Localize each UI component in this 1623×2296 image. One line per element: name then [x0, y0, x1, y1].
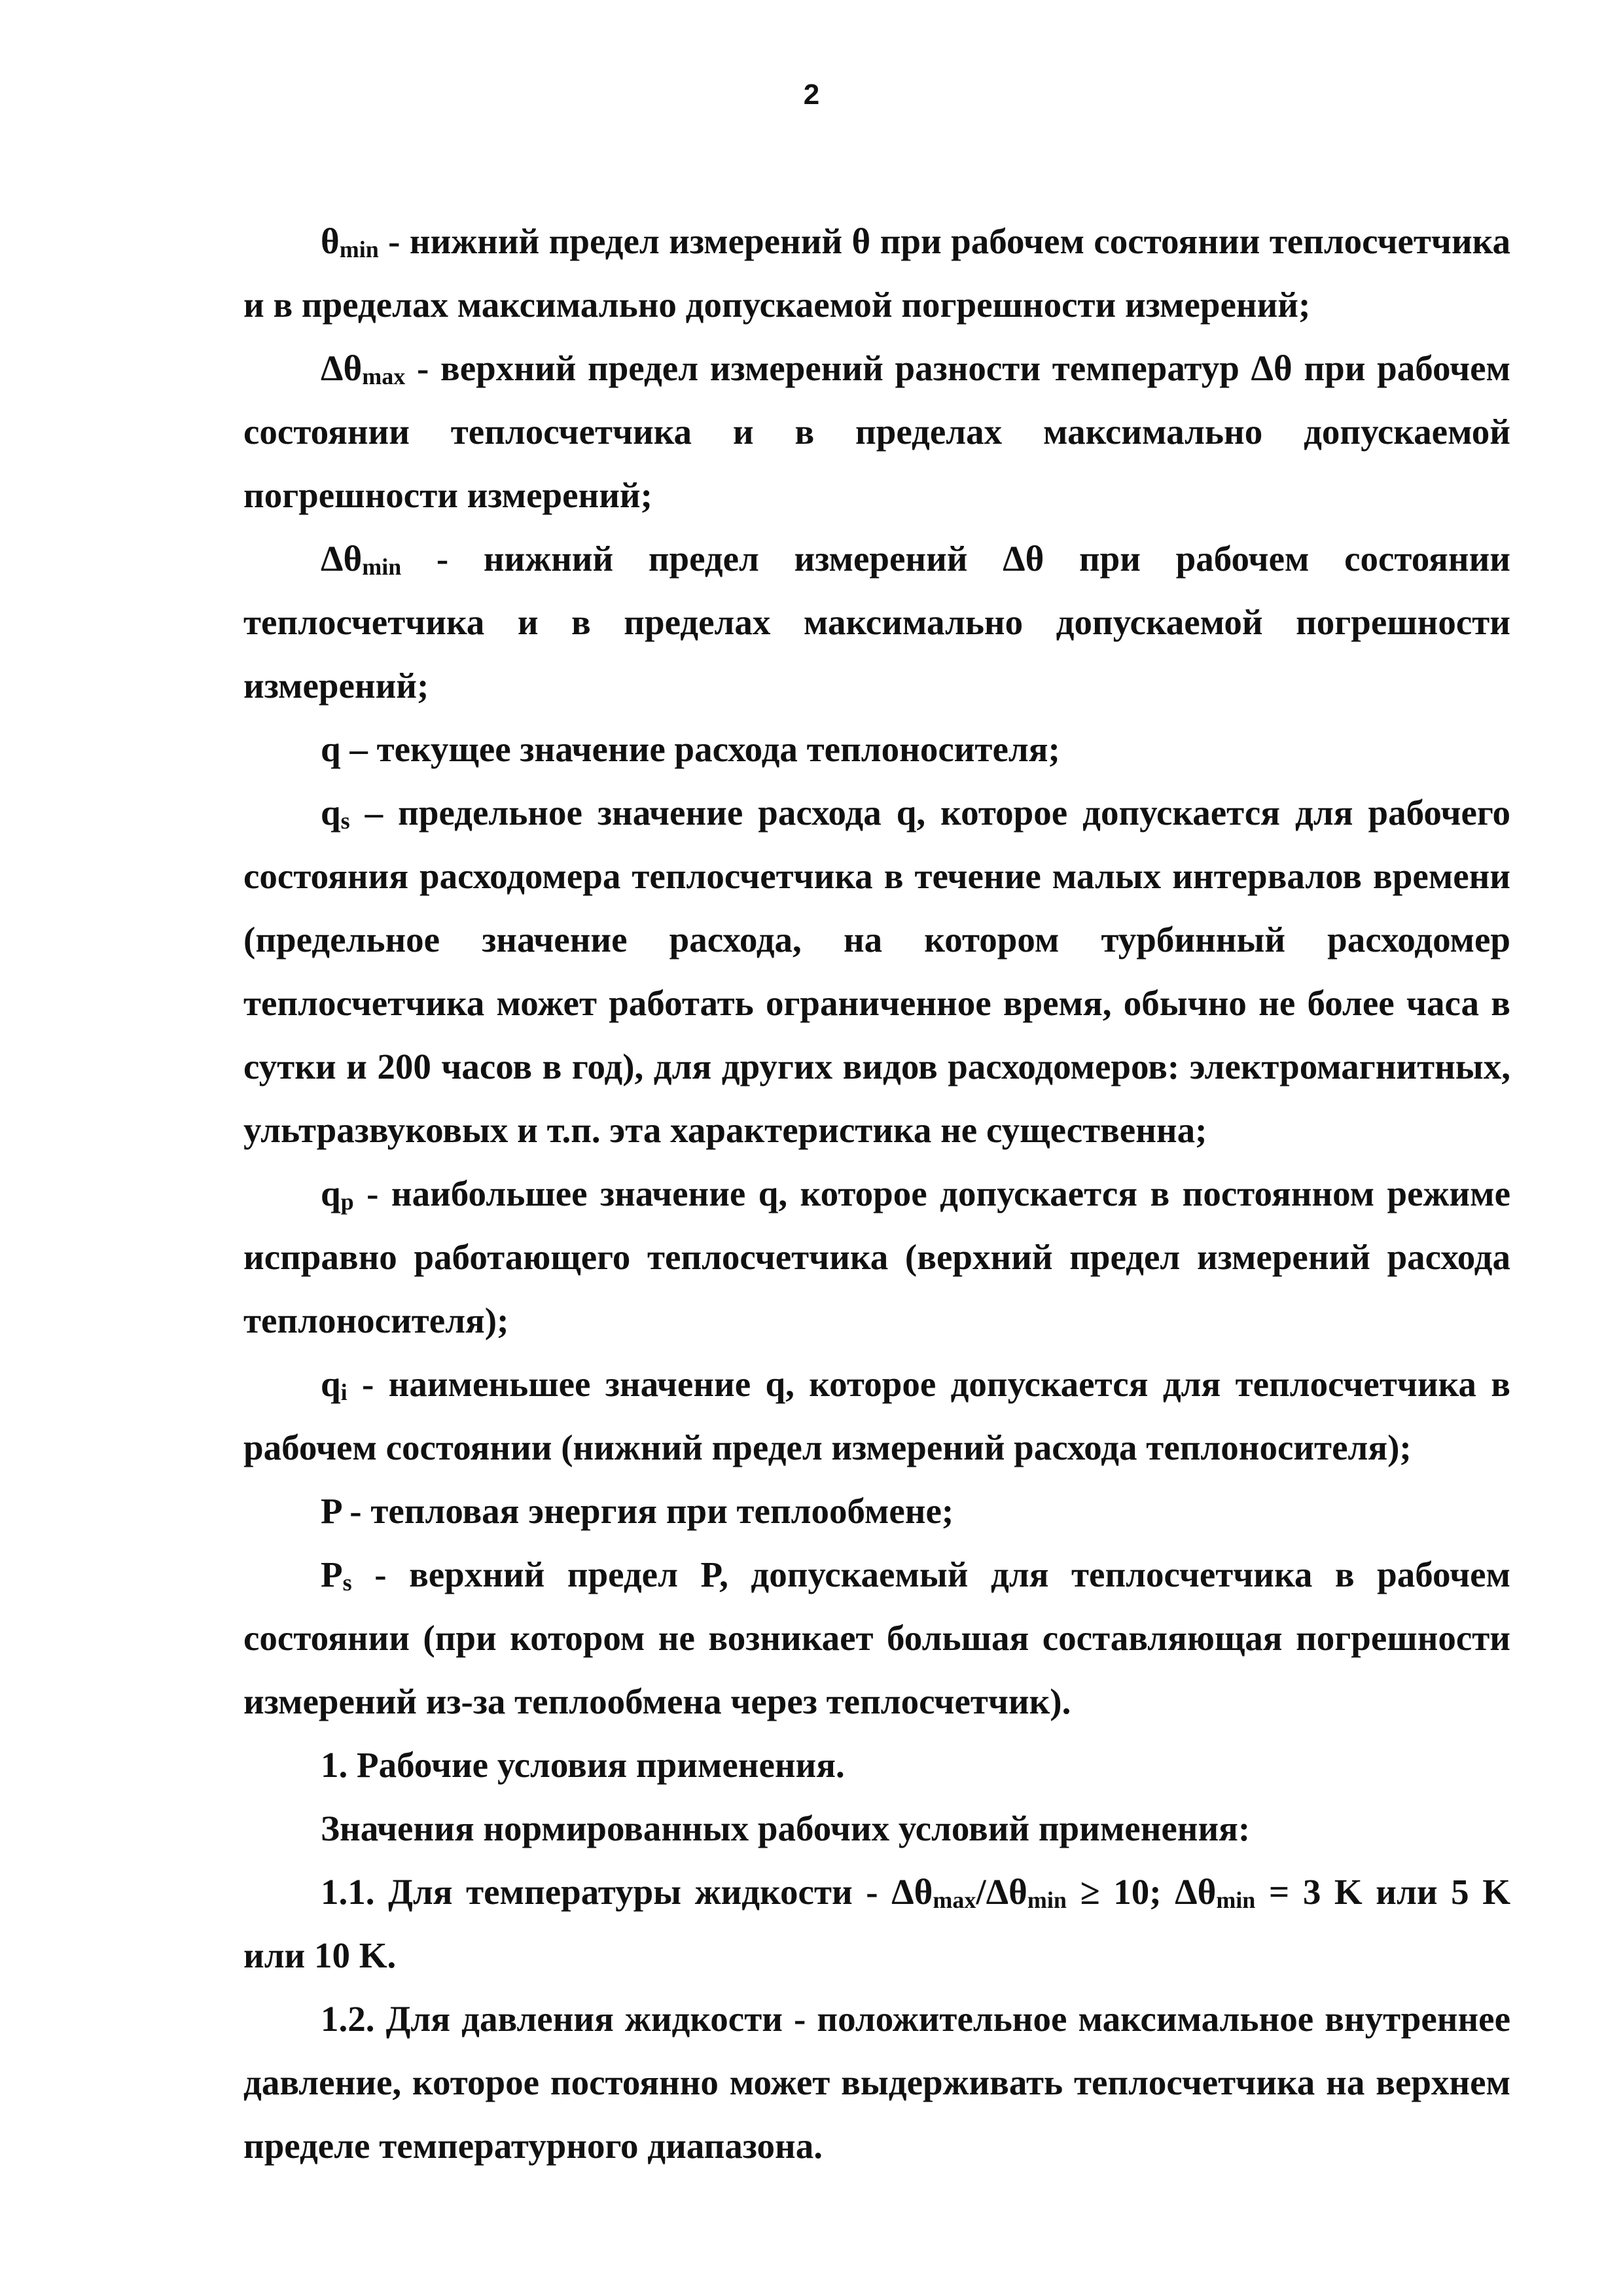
definition-qs: $q_s$ – предельное значение расхода q, которое допускается для рабочего состояния расходомера теплосчетчика в течение малых интервалов времени (предельное значение расхода, на котором турбинный расходомер теплосчетчика может работать ограниченное время, обычно не более часа в сутки и 200 часов в год), для других видов расходомеров: электромагнитных, ультразвуковых и т.п. эта характеристика не существенна; — [243, 793, 1510, 1150]
definition-theta-min: $\theta_{min}$ - нижний предел измерений θ при рабочем состоянии теплосчетчика и в пределах максимально допускаемой погрешности измерений; — [243, 221, 1510, 325]
item-1-1: 1.1. Для температуры жидкости - $\Delta\theta_{max}/\Delta\theta_{min} \ge 10$; $\Delta\theta_{min} = 3$ K или 5 K или 10 K. — [243, 1872, 1510, 1975]
section-heading: 1. Рабочие условия применения. — [321, 1745, 845, 1785]
item-1-2: 1.2. Для давления жидкости - положительное максимальное внутреннее давление, которое постоянно может выдерживать теплосчетчика на верхнем пределе температурного диапазона. — [243, 1999, 1510, 2166]
document-body — [243, 209, 1510, 2178]
definition-q: q – текущее значение расхода теплоносителя; — [321, 729, 1060, 769]
definition-qp: $q_p$ - наибольшее значение q, которое допускается в постоянном режиме исправно работающего теплосчетчика (верхний предел измерений расхода теплоносителя); — [243, 1174, 1510, 1340]
definition-delta-theta-max: $\Delta\theta_{max}$ - верхний предел измерений разности температур Δθ при рабочем состоянии теплосчетчика и в пределах максимально допускаемой погрешности измерений; — [243, 348, 1510, 515]
definition-delta-theta-min: $\Delta\theta_{min}$ - нижний предел измерений Δθ при рабочем состоянии теплосчетчика и в пределах максимально допускаемой погрешности измерений; — [243, 539, 1510, 706]
definition-qi: $q_i$ - наименьшее значение q, которое допускается для теплосчетчика в рабочем состоянии (нижний предел измерений расхода теплоносителя); — [243, 1364, 1510, 1467]
normalized-conditions-intro: Значения нормированных рабочих условий применения: — [321, 1808, 1251, 1848]
definition-ps: $P_s$ - верхний предел P, допускаемый для теплосчетчика в рабочем состоянии (при котором не возникает большая составляющая погрешности измерений из-за теплообмена через теплосчетчик). — [243, 1554, 1510, 1721]
definition-p: P - тепловая энергия при теплообмене; — [321, 1491, 954, 1531]
page-number: 2 — [803, 79, 820, 111]
